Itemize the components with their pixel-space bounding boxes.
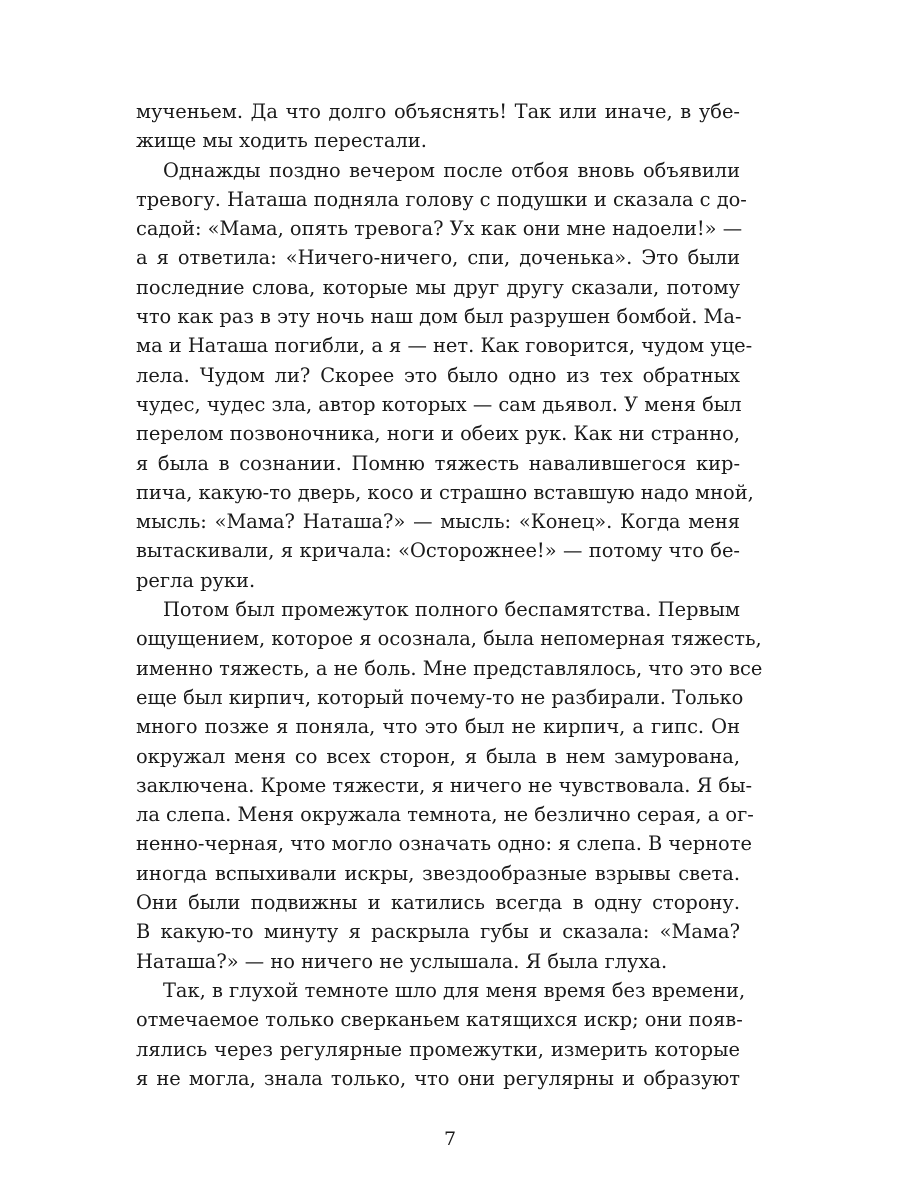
page-number: 7 bbox=[443, 1128, 457, 1150]
text-line: лела. Чудом ли? Скорее это было одно из тех обратных bbox=[136, 363, 740, 387]
text-line: Потом был промежуток полного беспамятства. Первым bbox=[163, 598, 740, 622]
text-line: иногда вспыхивали искры, звездообразные взрывы света. bbox=[136, 861, 740, 885]
text-line: вытаскивали, я кричала: «Осторожнее!» — потому что бе- bbox=[136, 539, 740, 563]
text-line: я не могла, знала только, что они регулярны и образуют bbox=[136, 1066, 740, 1090]
text-line: ма и Наташа погибли, а я — нет. Как говорится, чудом уце- bbox=[136, 334, 753, 358]
text-line: последние слова, которые мы друг другу сказали, потому bbox=[136, 275, 740, 299]
paragraph bbox=[136, 156, 754, 595]
text-line: Однажды поздно вечером после отбоя вновь объявили bbox=[163, 158, 740, 182]
text-line: Наташа?» — но ничего не услышала. Я была глуха. bbox=[136, 949, 668, 973]
text-line: тревогу. Наташа подняла голову с подушки и сказала с до- bbox=[136, 187, 747, 211]
text-line: что как раз в эту ночь наш дом был разрушен бомбой. Ма- bbox=[136, 305, 742, 329]
text-line: регла руки. bbox=[136, 568, 256, 592]
text-line: я была в сознании. Помню тяжесть навалившегося кир- bbox=[136, 451, 740, 475]
text-line: еще был кирпич, который почему-то не разбирали. Только bbox=[136, 685, 744, 709]
text-line: В какую-то минуту я раскрыла губы и сказала: «Мама? bbox=[136, 920, 740, 944]
text-line: Так, в глухой темноте шло для меня время без времени, bbox=[163, 978, 746, 1002]
paragraph bbox=[136, 595, 763, 976]
text-line: заключена. Кроме тяжести, я ничего не чувствовала. Я бы- bbox=[136, 773, 753, 797]
text-line: пича, какую-то дверь, косо и страшно вставшую надо мной, bbox=[136, 480, 754, 504]
text-line: окружал меня со всех сторон, я была в нем замурована, bbox=[136, 744, 740, 768]
text-line: чудес, чудес зла, автор которых — сам дьявол. У меня был bbox=[136, 392, 742, 416]
text-line: лялись через регулярные промежутки, измерить которые bbox=[136, 1037, 740, 1061]
text-line: жище мы ходить перестали. bbox=[136, 129, 427, 153]
text-line: много позже я поняла, что это был не кирпич, а гипс. Он bbox=[136, 715, 740, 739]
text-line: отмечаемое только сверканьем катящихся искр; они появ- bbox=[136, 1008, 743, 1032]
text-line: ненно-черная, что могло означать одно: я слепа. В черноте bbox=[136, 832, 752, 856]
text-line: перелом позвоночника, ноги и обеих рук. Как ни странно, bbox=[136, 422, 740, 446]
paragraph bbox=[136, 976, 746, 1093]
text-line: мысль: «Мама? Наташа?» — мысль: «Конец». Когда меня bbox=[136, 510, 740, 534]
text-line: садой: «Мама, опять тревога? Ух как они мне надоели!» — bbox=[136, 217, 743, 241]
text-line: ощущением, которое я осознала, была непомерная тяжесть, bbox=[136, 627, 762, 651]
text-line: ла слепа. Меня окружала темнота, не безлично серая, а ог- bbox=[136, 803, 754, 827]
text-line: а я ответила: «Ничего-ничего, спи, доченька». Это были bbox=[136, 246, 740, 270]
text-line: мученьем. Да что долго объяснять! Так или иначе, в убе- bbox=[136, 100, 740, 123]
paragraph bbox=[136, 97, 740, 156]
body-text bbox=[136, 97, 763, 1093]
text-line: Они были подвижны и катились всегда в одну сторону. bbox=[136, 891, 740, 915]
text-line: именно тяжесть, а не боль. Мне представлялось, что это все bbox=[136, 656, 763, 680]
